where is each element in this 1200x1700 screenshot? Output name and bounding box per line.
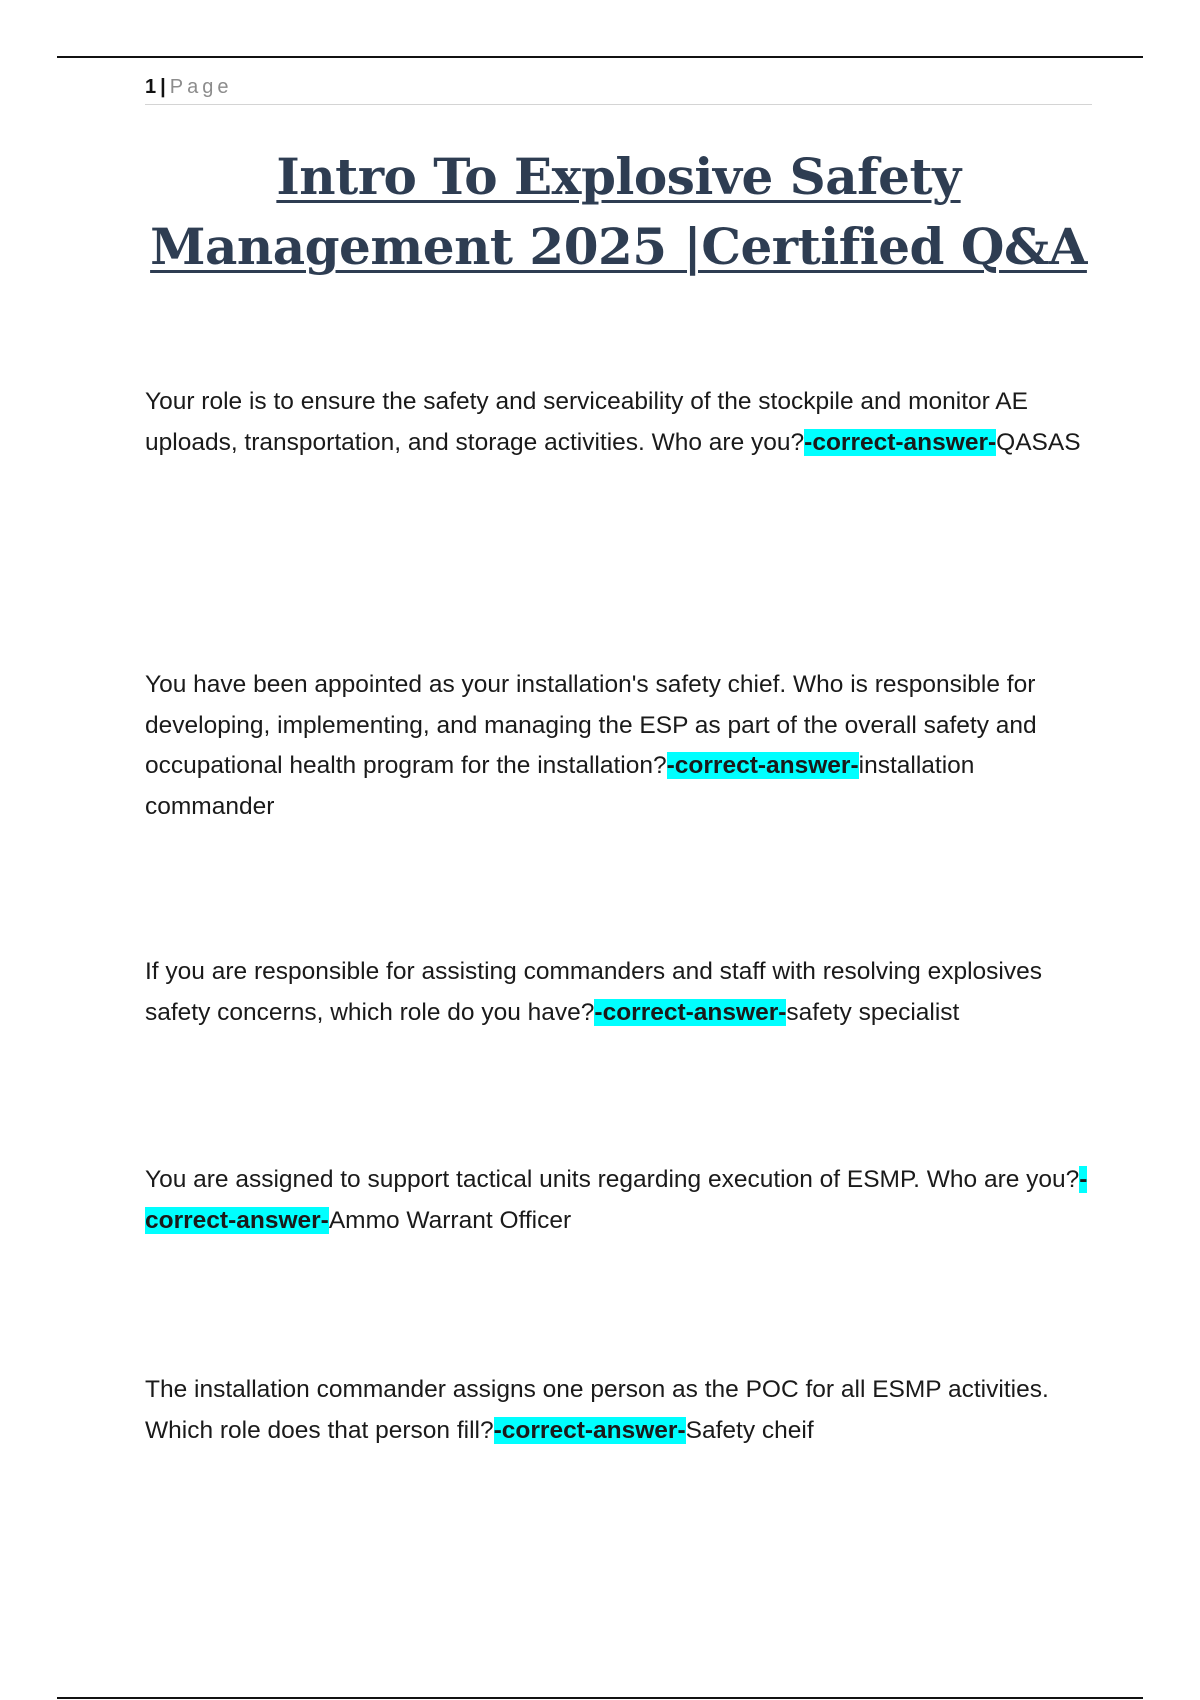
qa-item-4 xyxy=(145,1160,1100,1241)
question-text: The installation commander assigns one person as the POC for all ESMP activities. Which role does that person fill? xyxy=(145,1376,1049,1444)
page-separator: | xyxy=(160,76,166,98)
qa-item-2 xyxy=(145,665,1100,827)
question-text: If you are responsible for assisting commanders and staff with resolving explosives safety concerns, which role do you have? xyxy=(145,958,1042,1026)
page-label: Page xyxy=(169,76,233,98)
question-text: You are assigned to support tactical units regarding execution of ESMP. Who are you? xyxy=(145,1166,1080,1193)
answer-text: installation commander xyxy=(145,752,975,820)
correct-answer-marker: -correct-answer- xyxy=(145,1166,1088,1234)
question-text: You have been appointed as your installation's safety chief. Who is responsible for developing, implementing, and managing the ESP as part of the overall safety and occupational health program for the installation? xyxy=(145,671,1037,779)
correct-answer-marker: -correct-answer- xyxy=(594,998,787,1026)
page-number: 1 xyxy=(145,76,157,98)
top-rule xyxy=(57,56,1143,58)
answer-text: QASAS xyxy=(996,428,1081,456)
correct-answer-marker: -correct-answer- xyxy=(493,1416,686,1444)
bottom-rule xyxy=(57,1697,1143,1699)
page-header xyxy=(145,74,1092,105)
qa-item-3 xyxy=(145,952,1100,1033)
correct-answer-marker: -correct-answer- xyxy=(666,752,859,779)
question-text: Your role is to ensure the safety and serviceability of the stockpile and monitor AE uploads, transportation, and storage activities. Who are you? xyxy=(145,388,1028,456)
answer-text: safety specialist xyxy=(786,998,960,1026)
qa-item-5 xyxy=(145,1370,1100,1451)
correct-answer-marker: -correct-answer- xyxy=(804,428,997,456)
answer-text: Ammo Warrant Officer xyxy=(328,1206,572,1234)
qa-item-1 xyxy=(145,382,1100,463)
answer-text: Safety cheif xyxy=(685,1416,814,1444)
document-title: Intro To Explosive Safety Management 2025 |Certified Q&A xyxy=(150,147,1087,276)
